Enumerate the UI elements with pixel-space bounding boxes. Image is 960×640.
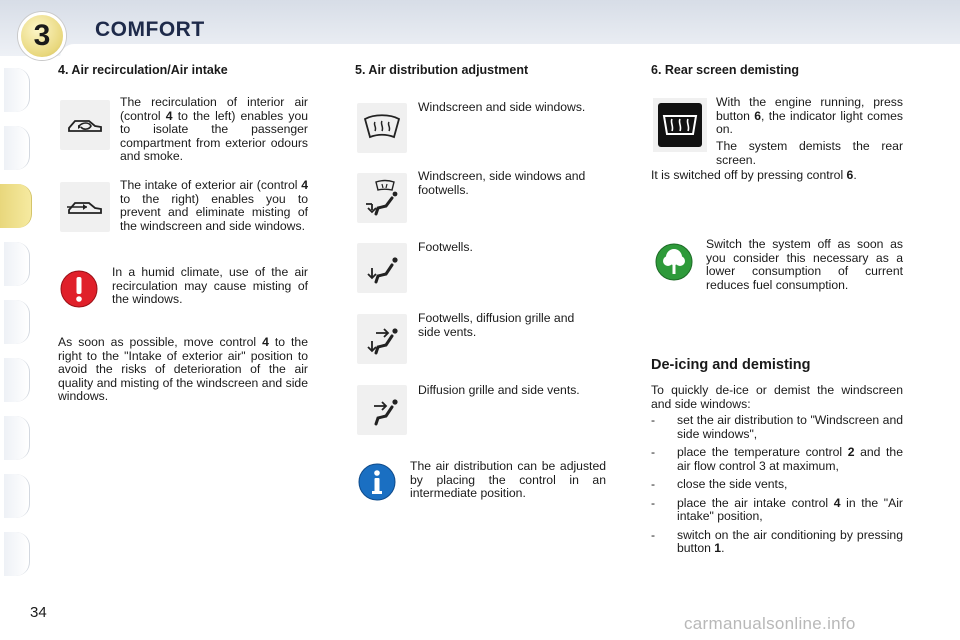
section-heading-air-recirculation: 4. Air recirculation/Air intake bbox=[58, 63, 228, 77]
chapter-tab-2[interactable] bbox=[4, 126, 30, 170]
air-intake-text-part: to the right) enables you to prevent and eliminate misting of the windscreen and side windows. bbox=[120, 191, 308, 233]
chapter-title: COMFORT bbox=[95, 18, 205, 41]
engine-text-part: , the indicator light comes on. bbox=[716, 108, 903, 136]
chapter-badge: 3 bbox=[18, 12, 66, 60]
distribution-icon-box-2 bbox=[357, 173, 407, 223]
rear-screen-button-box bbox=[653, 98, 707, 152]
step-text: switch on the air conditioning by pressing button bbox=[677, 527, 903, 555]
step-text: set the air distribution to "Windscreen and side windows", bbox=[677, 413, 903, 441]
chapter-tab-8[interactable] bbox=[4, 474, 30, 518]
warning-icon bbox=[60, 270, 98, 313]
air-recirculation-icon bbox=[65, 112, 105, 138]
distribution-icon-box-5 bbox=[357, 385, 407, 435]
deicing-section-title: De-icing and demisting bbox=[651, 357, 811, 373]
distribution-label-5: Diffusion grille and side vents. bbox=[418, 383, 580, 397]
distribution-label-4: Footwells, diffusion grille and side vents. bbox=[418, 311, 575, 339]
engine-text-part: With the engine running, press button bbox=[716, 95, 903, 123]
air-intake-text bbox=[120, 179, 308, 233]
chapter-tab-6[interactable] bbox=[4, 358, 30, 402]
control-number: 2 bbox=[847, 445, 855, 459]
list-dash: - bbox=[651, 477, 656, 491]
distribution-icon-box-4 bbox=[357, 314, 407, 364]
recirculation-text bbox=[120, 96, 308, 164]
distribution-icon-box-3 bbox=[357, 243, 407, 293]
list-dash: - bbox=[651, 413, 656, 427]
info-icon bbox=[358, 463, 396, 506]
step-text: close the side vents, bbox=[677, 477, 788, 491]
footwell-icon bbox=[362, 248, 402, 288]
step-text: place the air intake control bbox=[677, 495, 834, 510]
chapter-tab-5[interactable] bbox=[4, 300, 30, 344]
control-number: 4 bbox=[262, 335, 269, 349]
list-dash: - bbox=[651, 495, 656, 510]
switch-off-text-part: . bbox=[853, 168, 857, 182]
recommendation-text-part: As soon as possible, move control bbox=[58, 335, 263, 349]
section-heading-air-distribution: 5. Air distribution adjustment bbox=[355, 63, 529, 77]
humid-climate-warning: In a humid climate, use of the air recirculation may cause misting of the windows. bbox=[112, 265, 308, 306]
exterior-air-intake-icon bbox=[65, 194, 105, 220]
distribution-label-2: Windscreen, side windows and footwells. bbox=[418, 169, 586, 197]
intermediate-position-info: The air distribution can be adjusted by placing the control in an intermediate position. bbox=[410, 459, 606, 500]
recommendation-text-part: to the right to the "Intake of exterior air" position to avoid the risks of deterioration of the air quality and misting of the windscreen and side windows. bbox=[58, 335, 308, 403]
eco-tree-icon bbox=[655, 243, 693, 286]
deicing-intro: To quickly de-ice or demist the windscreen and side windows: bbox=[651, 383, 903, 411]
section-heading-rear-screen: 6. Rear screen demisting bbox=[651, 63, 799, 77]
chapter-tab-9[interactable] bbox=[4, 532, 30, 576]
control-number: 4 bbox=[165, 108, 173, 123]
page-number: 34 bbox=[30, 604, 47, 621]
watermark: carmanualsonline.info bbox=[684, 614, 856, 633]
windscreen-footwell-icon bbox=[362, 178, 402, 218]
demists-text: The system demists the rear screen. bbox=[716, 139, 903, 167]
eco-advice-text: Switch the system off as soon as you consider this necessary as a lower consumption of current reduces fuel consumption. bbox=[706, 237, 903, 292]
vent-icon bbox=[362, 390, 402, 430]
switch-off-text-part: It is switched off by pressing control bbox=[651, 168, 847, 182]
chapter-tab-1[interactable] bbox=[4, 68, 30, 112]
control-number: 6 bbox=[846, 168, 854, 182]
deicing-step bbox=[651, 446, 903, 473]
step-text: place the temperature control bbox=[677, 445, 848, 459]
intake-recommendation-text bbox=[58, 336, 308, 404]
chapter-tab-4[interactable] bbox=[4, 242, 30, 286]
deicing-step bbox=[651, 478, 903, 492]
deicing-step bbox=[651, 497, 903, 524]
rear-demist-button-icon bbox=[657, 102, 703, 148]
chapter-tabs bbox=[0, 64, 34, 576]
air-intake-icon-box bbox=[60, 182, 110, 232]
chapter-tab-3-active[interactable] bbox=[0, 184, 32, 228]
deicing-step bbox=[651, 414, 903, 441]
control-number: 4 bbox=[833, 495, 841, 510]
step-text: and the air flow control 3 at maximum, bbox=[677, 445, 903, 473]
recirculation-text-part: The recirculation of interior air (control bbox=[120, 95, 308, 123]
control-number: 4 bbox=[301, 178, 308, 192]
step-text: in the "Air intake" position, bbox=[677, 495, 903, 523]
distribution-label-1: Windscreen and side windows. bbox=[418, 100, 586, 114]
switch-off-text bbox=[651, 169, 903, 183]
button-number: 1 bbox=[714, 541, 722, 555]
distribution-icon-box-1 bbox=[357, 103, 407, 153]
air-intake-text-part: The intake of exterior air (control bbox=[120, 178, 302, 192]
header-divider bbox=[60, 44, 960, 58]
deicing-steps-list bbox=[651, 414, 903, 561]
windscreen-demist-icon bbox=[362, 111, 402, 145]
recirculation-text-part: to the left) enables you to isolate the passenger compartment from exterior odours and smoke. bbox=[120, 108, 308, 163]
recirculation-icon-box bbox=[60, 100, 110, 150]
deicing-step bbox=[651, 529, 903, 556]
distribution-label-3: Footwells. bbox=[418, 240, 473, 254]
engine-running-text bbox=[716, 96, 903, 137]
step-text: . bbox=[721, 541, 725, 555]
button-number: 6 bbox=[754, 108, 761, 123]
list-dash: - bbox=[651, 445, 656, 459]
chapter-tab-7[interactable] bbox=[4, 416, 30, 460]
footwell-vent-icon bbox=[362, 319, 402, 359]
list-dash: - bbox=[651, 527, 656, 542]
